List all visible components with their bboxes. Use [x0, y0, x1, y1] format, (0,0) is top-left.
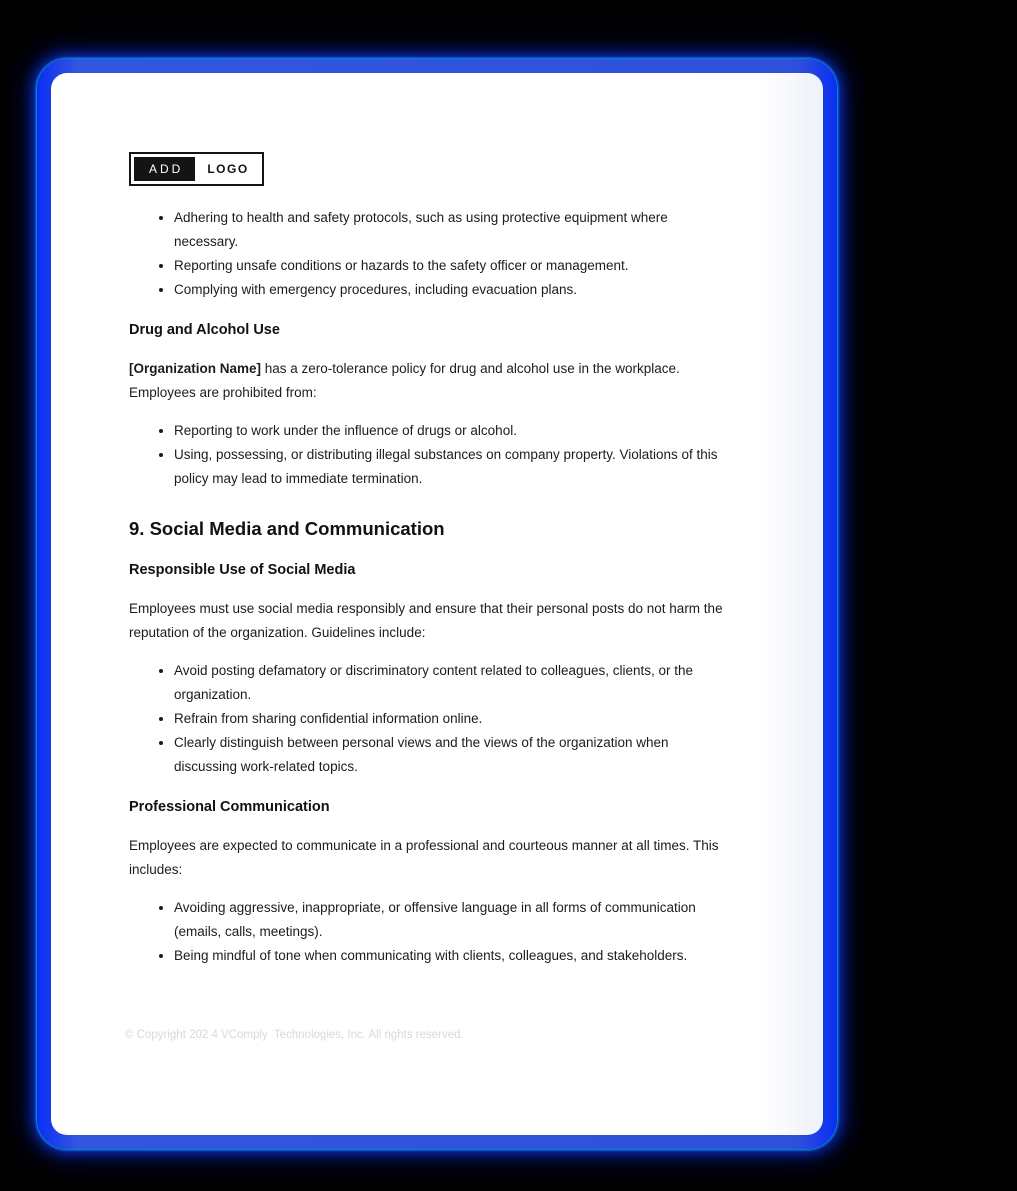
list-item: • Reporting unsafe conditions or hazards to the safety officer or management. — [174, 254, 725, 278]
list-item: • Avoiding aggressive, inappropriate, or offensive language in all forms of communication (emails, calls, meetings). — [174, 896, 725, 944]
badge-logo-label: LOGO — [195, 157, 258, 181]
list-item: • Clearly distinguish between personal views and the views of the organization when discussing work-related topics. — [174, 731, 725, 779]
heading-section-9: 9. Social Media and Communication — [129, 518, 445, 539]
add-logo-badge[interactable] — [129, 152, 264, 186]
document-page — [51, 73, 823, 1135]
org-name-placeholder: [Organization Name] — [129, 361, 262, 376]
badge-add-label: ADD — [134, 157, 195, 181]
paragraph-social-media: Employees must use social media responsibly and ensure that their personal posts do not harm the reputation of the organization. Guidelines include: — [129, 601, 723, 640]
footer-copyright: © Copyright 202 4 VComply Technologies, Inc. All rights reserved. — [125, 1029, 464, 1041]
heading-responsible-social-media: Responsible Use of Social Media — [129, 562, 356, 578]
list-item: • Being mindful of tone when communicating with clients, colleagues, and stakeholders. — [174, 944, 725, 968]
list-item: • Using, possessing, or distributing illegal substances on company property. Violations of this policy may lead to immediate termination. — [174, 443, 725, 491]
safety-bullet-list — [129, 206, 725, 302]
drug-bullet-list — [129, 419, 725, 491]
communication-bullet-list — [129, 896, 725, 968]
list-item: • Complying with emergency procedures, including evacuation plans. — [174, 278, 725, 302]
paragraph-professional-communication: Employees are expected to communicate in a professional and courteous manner at all times. This includes: — [129, 838, 719, 877]
document-content — [129, 152, 725, 968]
paragraph-drug-policy — [129, 357, 725, 405]
paragraph-text: has a zero-tolerance policy for drug and alcohol use in the workplace. Employees are prohibited from: — [129, 361, 680, 400]
list-item: • Avoid posting defamatory or discriminatory content related to colleagues, clients, or the organization. — [174, 659, 725, 707]
list-item: • Adhering to health and safety protocols, such as using protective equipment where necessary. — [174, 206, 725, 254]
list-item: • Refrain from sharing confidential information online. — [174, 707, 725, 731]
heading-drug-and-alcohol-use: Drug and Alcohol Use — [129, 322, 280, 338]
social-media-bullet-list — [129, 659, 725, 779]
list-item: • Reporting to work under the influence of drugs or alcohol. — [174, 419, 725, 443]
glowing-blue-frame — [37, 59, 837, 1149]
heading-professional-communication: Professional Communication — [129, 799, 330, 815]
